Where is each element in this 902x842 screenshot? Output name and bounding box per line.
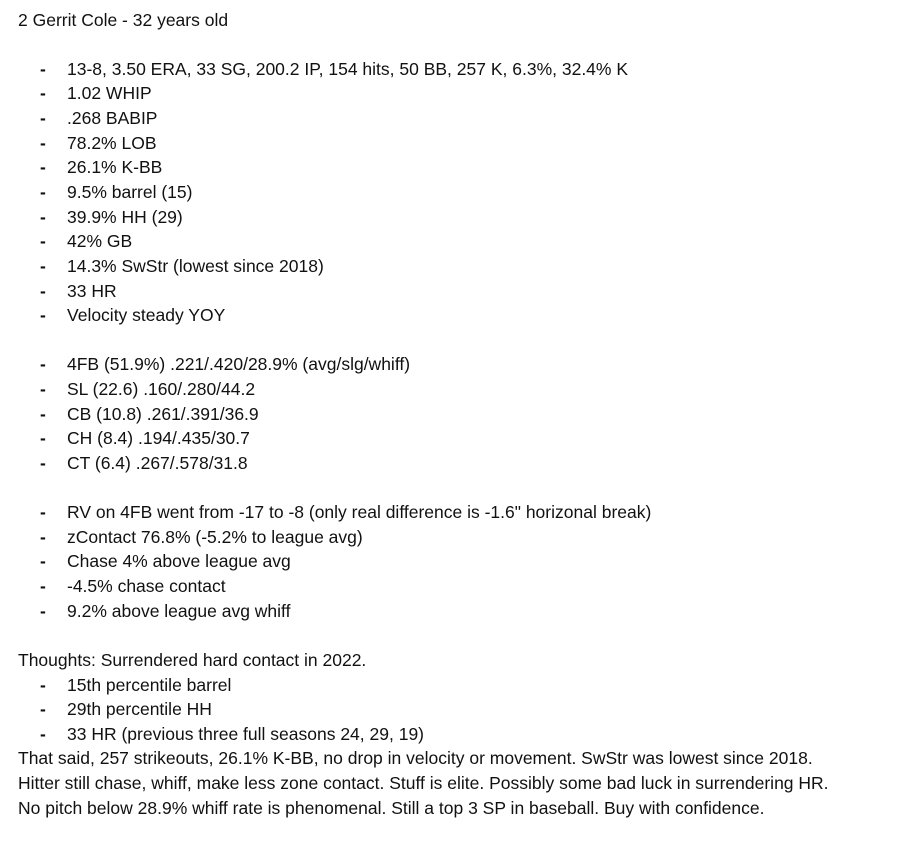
stat-item <box>40 229 132 253</box>
bullet-dash: - <box>40 379 46 399</box>
closing-line: That said, 257 strikeouts, 26.1% K-BB, no drop in velocity or movement. SwStr was lowest since 2018. <box>18 748 813 768</box>
bullet-dash: - <box>40 527 46 547</box>
closing-line: Hitter still chase, whiff, make less zone contact. Stuff is elite. Possibly some bad luck in surrendering HR. <box>18 773 829 793</box>
bullet-dash: - <box>40 83 46 103</box>
pitch-text: CT (6.4) .267/.578/31.8 <box>67 453 248 473</box>
stat-item <box>40 106 157 130</box>
bullet-dash: - <box>40 404 46 424</box>
pitch-item <box>40 426 250 450</box>
thought-text: 29th percentile HH <box>67 699 212 719</box>
bullet-dash: - <box>40 133 46 153</box>
bullet-dash: - <box>40 207 46 227</box>
bullet-dash: - <box>40 305 46 325</box>
pitch-text: SL (22.6) .160/.280/44.2 <box>67 379 256 399</box>
stat-text: 33 HR <box>67 281 117 301</box>
bullet-dash: - <box>40 428 46 448</box>
metric-text: -4.5% chase contact <box>67 576 226 596</box>
metric-text: 9.2% above league avg whiff <box>67 601 291 621</box>
stat-text: 1.02 WHIP <box>67 83 152 103</box>
thought-item <box>40 697 212 721</box>
bullet-dash: - <box>40 182 46 202</box>
pitch-text: CH (8.4) .194/.435/30.7 <box>67 428 250 448</box>
bullet-dash: - <box>40 601 46 621</box>
bullet-dash: - <box>40 551 46 571</box>
bullet-dash: - <box>40 231 46 251</box>
stat-item <box>40 131 157 155</box>
bullet-dash: - <box>40 108 46 128</box>
bullet-dash: - <box>40 354 46 374</box>
stat-text: .268 BABIP <box>67 108 158 128</box>
page-title: 2 Gerrit Cole - 32 years old <box>18 10 229 30</box>
metric-item <box>40 574 226 598</box>
stat-text: 39.9% HH (29) <box>67 207 183 227</box>
pitch-item <box>40 352 410 376</box>
stat-text: Velocity steady YOY <box>67 305 226 325</box>
stat-item <box>40 254 324 278</box>
bullet-dash: - <box>40 453 46 473</box>
bullet-dash: - <box>40 281 46 301</box>
stat-item <box>40 279 117 303</box>
stat-text: 26.1% K-BB <box>67 157 163 177</box>
metric-item <box>40 549 291 573</box>
bullet-dash: - <box>40 576 46 596</box>
thought-text: 33 HR (previous three full seasons 24, 29, 19) <box>67 724 424 744</box>
stat-item <box>40 180 192 204</box>
pitch-text: CB (10.8) .261/.391/36.9 <box>67 404 259 424</box>
stat-text: 9.5% barrel (15) <box>67 182 193 202</box>
stat-item <box>40 57 628 81</box>
metric-text: RV on 4FB went from -17 to -8 (only real difference is -1.6" horizonal break) <box>67 502 652 522</box>
pitch-item <box>40 377 255 401</box>
closing-line: No pitch below 28.9% whiff rate is phenomenal. Still a top 3 SP in baseball. Buy with confidence. <box>18 798 765 818</box>
stat-text: 13-8, 3.50 ERA, 33 SG, 200.2 IP, 154 hits, 50 BB, 257 K, 6.3%, 32.4% K <box>67 59 629 79</box>
stat-item <box>40 81 152 105</box>
bullet-dash: - <box>40 157 46 177</box>
stat-text: 78.2% LOB <box>67 133 157 153</box>
bullet-dash: - <box>40 502 46 522</box>
metric-item <box>40 599 290 623</box>
thought-item <box>40 722 424 746</box>
stat-item <box>40 205 183 229</box>
bullet-dash: - <box>40 256 46 276</box>
thought-text: 15th percentile barrel <box>67 675 232 695</box>
metric-item <box>40 500 651 524</box>
bullet-dash: - <box>40 675 46 695</box>
metric-text: Chase 4% above league avg <box>67 551 291 571</box>
stat-item <box>40 155 162 179</box>
pitch-item <box>40 402 259 426</box>
metric-item <box>40 525 363 549</box>
stat-text: 42% GB <box>67 231 133 251</box>
thoughts-heading: Thoughts: Surrendered hard contact in 2022. <box>18 650 367 670</box>
bullet-dash: - <box>40 699 46 719</box>
thought-item <box>40 673 231 697</box>
bullet-dash: - <box>40 724 46 744</box>
stat-item <box>40 303 225 327</box>
pitch-text: 4FB (51.9%) .221/.420/28.9% (avg/slg/whiff) <box>67 354 411 374</box>
stat-text: 14.3% SwStr (lowest since 2018) <box>67 256 324 276</box>
bullet-dash: - <box>40 59 46 79</box>
pitch-item <box>40 451 248 475</box>
metric-text: zContact 76.8% (-5.2% to league avg) <box>67 527 363 547</box>
